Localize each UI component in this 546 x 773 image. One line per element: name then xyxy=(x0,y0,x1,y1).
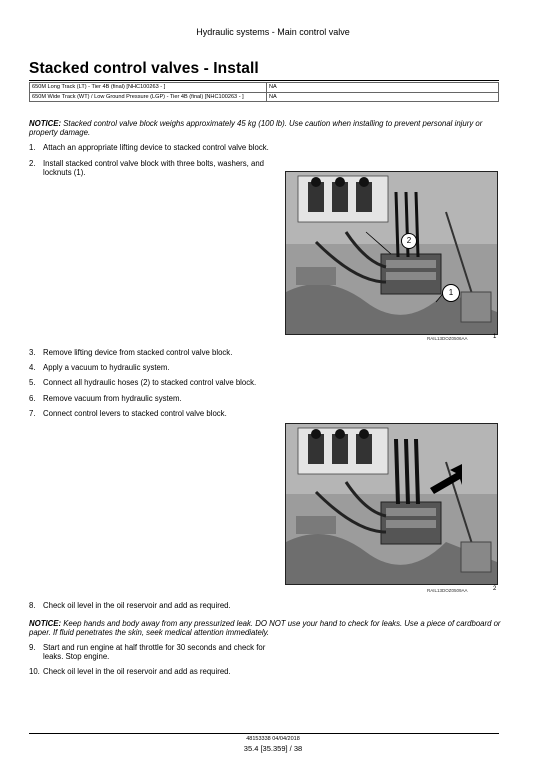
notice-pressurized-leak xyxy=(29,619,501,637)
steps-list-d xyxy=(29,643,274,677)
figure-1-photo xyxy=(285,171,498,335)
value-cell: NA xyxy=(267,83,499,93)
list-item: 9. Start and run engine at half throttle for 30 seconds and check for leaks. Stop engine. xyxy=(29,643,266,662)
list-item: 4. Apply a vacuum to hydraulic system. xyxy=(29,363,170,373)
footer-page-number: 35.4 [35.359] / 38 xyxy=(243,744,303,753)
callout-1: 1 xyxy=(442,284,460,302)
step-text: Attach an appropriate lifting device to stacked control valve block. xyxy=(43,143,269,152)
step-text: Connect control levers to stacked control valve block. xyxy=(43,408,227,418)
list-item: 6. Remove vacuum from hydraulic system. xyxy=(29,393,182,403)
footer-doc-id: 48153338 04/04/2018 xyxy=(246,736,300,742)
list-item: 7. Connect control levers to stacked control valve block. xyxy=(29,408,227,418)
table-row xyxy=(30,92,499,102)
list-item: 1. Attach an appropriate lifting device to stacked control valve block. xyxy=(29,143,269,152)
step-text: Install stacked control valve block with three bolts, washers, and locknuts (1). xyxy=(43,159,265,178)
notice-label: NOTICE: xyxy=(29,119,62,128)
list-item: 3. Remove lifting device from stacked control valve block. xyxy=(29,348,233,357)
steps-list-a xyxy=(29,143,269,178)
callout-2: 2 xyxy=(401,233,417,249)
step-text: Remove vacuum from hydraulic system. xyxy=(43,393,182,403)
step-text: Start and run engine at half throttle for 30 seconds and check for leaks. Stop engine. xyxy=(43,643,266,662)
table-row xyxy=(30,83,499,93)
list-item: 2. Install stacked control valve block with three bolts, washers, and locknuts (1). xyxy=(29,159,265,178)
steps-list-c xyxy=(29,601,329,610)
running-header: Hydraulic systems - Main control valve xyxy=(196,27,350,37)
model-cell: 650M Long Track (LT) - Tier 4B (final) [NHC100263 - ] xyxy=(30,83,267,93)
notice-weight xyxy=(29,119,501,137)
figure-1-number: 1 xyxy=(493,334,497,340)
step-text: Check oil level in the oil reservoir and add as required. xyxy=(43,601,231,610)
figure-1-code: RAIL13DOZ0506AA xyxy=(427,336,468,341)
figure-2-number: 2 xyxy=(493,586,497,592)
model-cell: 650M Wide Track (WT) / Low Ground Pressure (LGP) - Tier 4B (final) [NHC100263 - ] xyxy=(30,92,267,102)
list-item: 10. Check oil level in the oil reservoir and add as required. xyxy=(29,667,231,677)
step-text: Apply a vacuum to hydraulic system. xyxy=(43,363,170,373)
list-item: 5. Connect all hydraulic hoses (2) to stacked control valve block. xyxy=(29,378,257,388)
step-text: Remove lifting device from stacked control valve block. xyxy=(43,348,233,357)
figure-2-photo xyxy=(285,423,498,585)
notice-label: NOTICE: xyxy=(29,619,62,628)
page-title: Stacked control valves - Install xyxy=(29,60,499,81)
step-text: Connect all hydraulic hoses (2) to stacked control valve block. xyxy=(43,378,257,388)
notice-text: Stacked control valve block weighs approximately 45 kg (100 lb). Use caution when installing to prevent personal injury or property damage. xyxy=(29,119,483,137)
notice-text: Keep hands and body away from any pressurized leak. DO NOT use your hand to check for leaks. Use a piece of cardboard or paper. If fluid penetrates the skin, seek medical attention immediately. xyxy=(29,619,501,637)
footer-divider xyxy=(29,733,499,734)
steps-list-b xyxy=(29,348,269,418)
list-item: 8. Check oil level in the oil reservoir and add as required. xyxy=(29,601,231,610)
value-cell: NA xyxy=(267,92,499,102)
model-applicability-table xyxy=(29,82,499,102)
figure-2-code: RAIL13DOZ0509AA xyxy=(427,588,468,593)
step-text: Check oil level in the oil reservoir and add as required. xyxy=(43,667,231,677)
